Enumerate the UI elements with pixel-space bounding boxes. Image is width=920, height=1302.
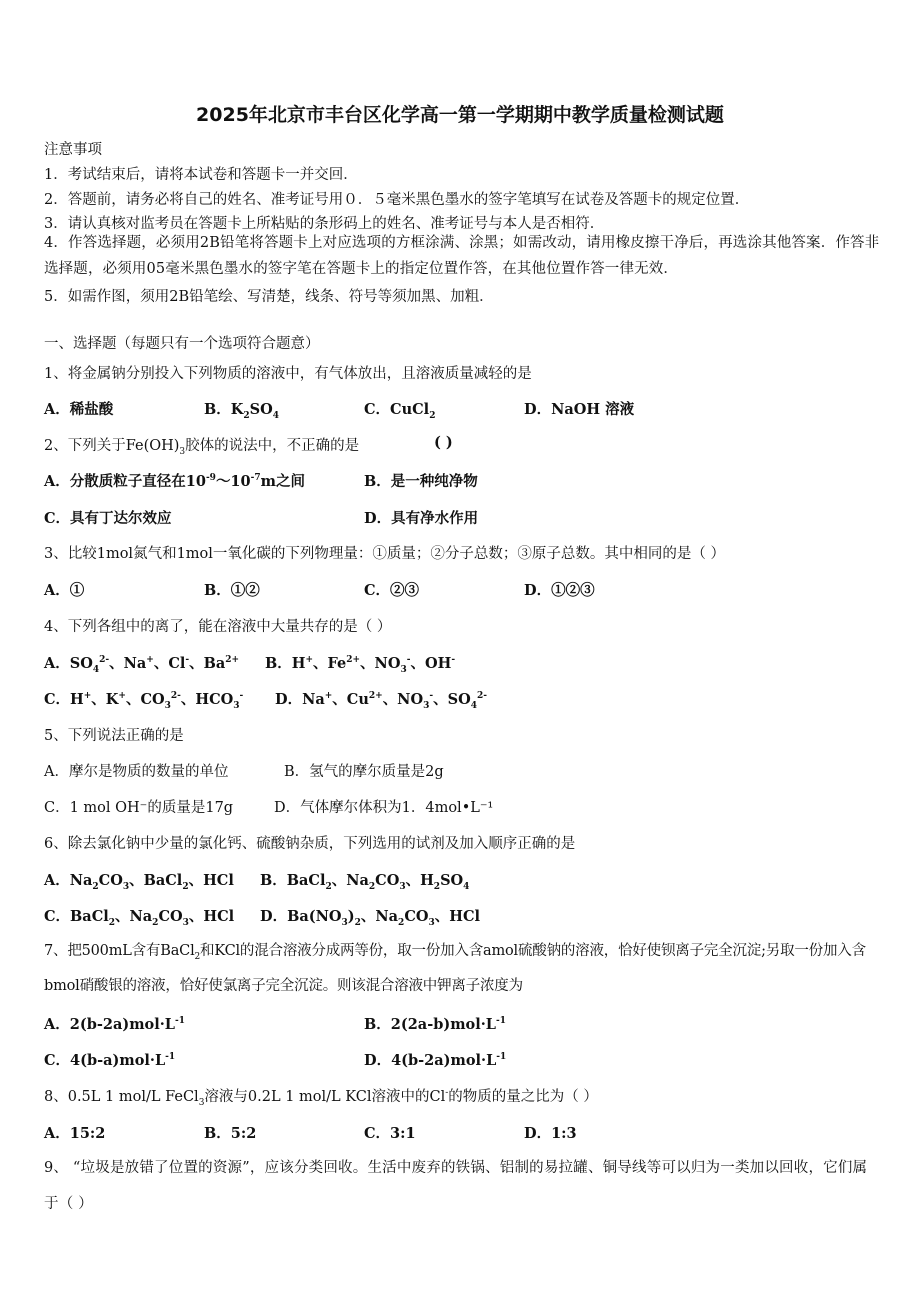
q8-option-a: A．15:2 xyxy=(44,1125,106,1142)
q2-option-c: C．具有丁达尔效应 xyxy=(44,510,172,527)
question-4-stem: 4、下列各组中的离了，能在溶液中大量共存的是（ ） xyxy=(44,619,392,635)
q4-option-d: D．Na+、$Cu^{2+}$、$NO_3^-$、$SO_4^{2-}$ xyxy=(275,691,487,711)
question-9-stem: 9、 “垃圾是放错了位置的资源”，应该分类回收。生活中废弃的铁锅、铝制的易拉罐、铜导线等可以归为一类加以回收，它们属于（ ） xyxy=(44,1160,868,1212)
q1-option-a: A．稀盐酸 xyxy=(44,401,114,418)
section-heading: 一、选择题（每题只有一个选项符合题意） xyxy=(44,336,320,352)
q4-option-b: B．H+、$Fe^{2+}$、$NO_3^-$、OH- xyxy=(265,655,456,675)
q8-option-d: D．1:3 xyxy=(524,1125,577,1142)
notice-heading: 注意事项 xyxy=(44,142,102,158)
q4-option-c: C．H+、K+、$CO_3^{2-}$、$HCO_3^-$ xyxy=(44,691,244,711)
question-6-stem: 6、除去氯化钠中少量的氯化钙、硫酸钠杂质，下列选用的试剂及加入顺序正确的是 xyxy=(44,836,576,852)
notice-item-2: 2．答题前，请务必将自己的姓名、准考证号用０．５毫米黑色墨水的签字笔填写在试卷及答题卡的规定位置． xyxy=(44,192,750,208)
question-1-stem: 1、将金属钠分别投入下列物质的溶液中，有气体放出，且溶液质量减轻的是 xyxy=(44,366,532,382)
q3-option-d: D．①②③ xyxy=(524,582,595,599)
notice-item-5: 5．如需作图，须用2B铅笔绘、写清楚，线条、符号等须加黑、加粗． xyxy=(44,289,494,305)
q7-option-d: D．$4(b-2a)mol\cdot L^{-1}$ xyxy=(364,1052,507,1069)
q5-option-c: C．1 mol OH⁻的质量是17g xyxy=(44,800,234,816)
q5-option-a: A．摩尔是物质的数量的单位 xyxy=(44,764,229,780)
q6-option-c: C．BaCl$_2$、$Na_2CO_3$、HCl xyxy=(44,908,235,928)
q5-option-b: B．氢气的摩尔质量是2g xyxy=(284,764,444,780)
q6-option-a: A．$Na_2CO_3$、BaCl$_2$、HCl xyxy=(44,872,234,892)
q2-option-a: A．分散质粒子直径在$10^{-9}\sim 10^{-7}m$之间 xyxy=(44,473,305,490)
q8-option-c: C．3:1 xyxy=(364,1125,416,1142)
q2-option-d: D．具有净水作用 xyxy=(364,510,479,527)
q1-option-d: D．NaOH 溶液 xyxy=(524,401,635,418)
q2-option-b: B．是一种纯净物 xyxy=(364,473,478,490)
q8-option-b: B．5:2 xyxy=(204,1125,257,1142)
q7-option-c: C．$4(b-a)mol\cdot L^{-1}$ xyxy=(44,1052,176,1069)
question-7-stem: 7、把500mL含有BaCl$_2$和KCl的混合溶液分成两等份，取一份加入含amol硫酸钠的溶液，恰好使钡离子完全沉淀;另取一份加入含bmol硝酸银的溶液，恰好使氯离子完全沉淀。则该混合溶液中钾离子浓度为 xyxy=(44,943,866,994)
notice-item-1: 1．考试结束后，请将本试卷和答题卡一并交回． xyxy=(44,167,358,183)
q7-option-a: A．$2(b-2a)mol\cdot L^{-1}$ xyxy=(44,1016,185,1033)
question-3-stem: 3、比较1mol氮气和1mol一氧化碳的下列物理量：①质量；②分子总数；③原子总数。其中相同的是（ ） xyxy=(44,546,726,562)
q1-option-c: C．CuCl$_2$ xyxy=(364,401,436,421)
notice-item-3: 3．请认真核对监考员在答题卡上所粘贴的条形码上的姓名、准考证号与本人是否相符． xyxy=(44,216,605,232)
q4-option-a: A．$SO_4^{2-}$、Na+、Cl-、$Ba^{2+}$ xyxy=(44,655,240,675)
q6-option-d: D．$Ba(NO_3)_2$、$Na_2CO_3$、HCl xyxy=(260,908,480,928)
notice-item-4: 4．作答选择题，必须用2B铅笔将答题卡上对应选项的方框涂满、涂黑；如需改动，请用橡皮擦干净后，再选涂其他答案．作答非选择题，必须用05毫米黑色墨水的签字笔在答题卡上的指定位置作答，在其他位置作答一律无效． xyxy=(44,235,880,277)
q2-answer-paren: ( ) xyxy=(434,434,453,451)
page-title: 2025年北京市丰台区化学高一第一学期期中教学质量检测试题 xyxy=(196,104,724,126)
question-5-stem: 5、下列说法正确的是 xyxy=(44,728,184,744)
question-2-stem: 2、下列关于$Fe(OH)_3$胶体的说法中，不正确的是 xyxy=(44,438,360,457)
q3-option-b: B．①② xyxy=(204,582,260,599)
q3-option-c: C．②③ xyxy=(364,582,420,599)
q6-option-b: B．BaCl$_2$、$Na_2CO_3$、$H_2SO_4$ xyxy=(260,872,470,892)
q7-option-b: B．$2(2a-b)mol\cdot L^{-1}$ xyxy=(364,1016,506,1033)
question-8-stem: 8、0.5L 1 mol/L FeCl$_3$溶液与0.2L 1 mol/L KCl溶液中的Cl-的物质的量之比为（ ） xyxy=(44,1088,598,1108)
q5-option-d: D．气体摩尔体积为1．4mol•L⁻¹ xyxy=(274,800,494,816)
q1-option-b: B．$K_2SO_4$ xyxy=(204,401,279,421)
q3-option-a: A．① xyxy=(44,582,85,599)
